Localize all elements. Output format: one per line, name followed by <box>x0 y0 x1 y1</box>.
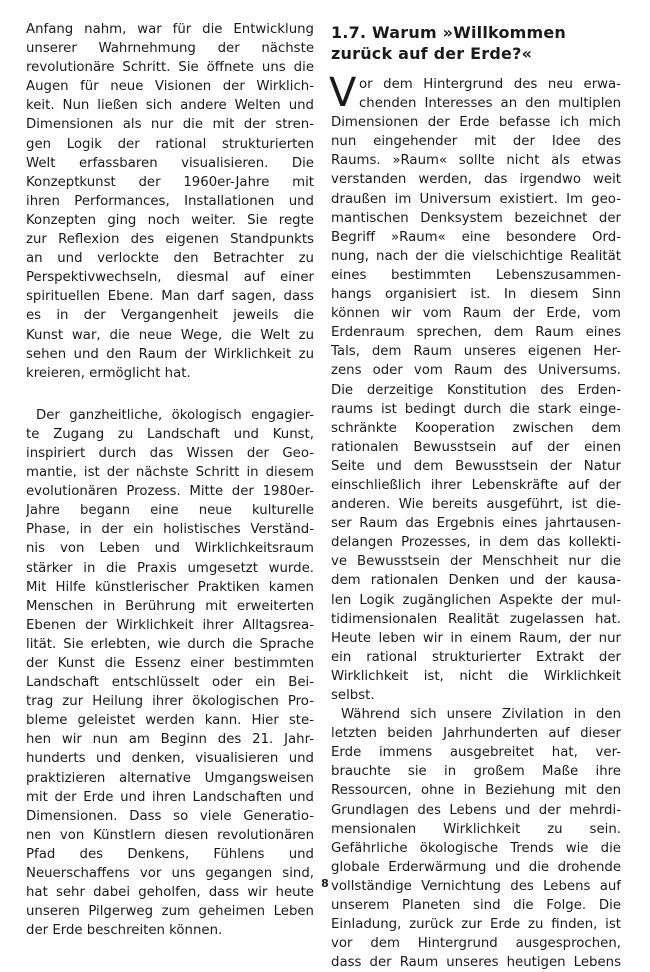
text-line: der Erde beschreiten können. <box>26 923 223 939</box>
right-column <box>331 20 621 972</box>
text-line: ein rational strukturierter Extrakt der <box>331 649 621 665</box>
text-line: stärker in die Praxis umgesetzt wurde. <box>26 560 314 576</box>
text-line: Konzepten ging noch weiter. Sie regte <box>26 212 314 228</box>
text-line: unserem Planeten sind die Folge. Die <box>331 898 621 914</box>
text-line: zens oder vom Raum des Universums. <box>331 363 621 379</box>
text-line: Raums. »Raum« sollte nicht als etwas <box>331 153 621 169</box>
text-line: vor dem Hintergrund ausgesprochen, <box>331 936 621 952</box>
text-line: revolutionäre Schritt. Sie öffnete uns die <box>26 60 314 76</box>
text-line: unserer Wahrnehmung der nächste <box>26 41 314 57</box>
text-line: Grundlagen des Lebens und der mehrdi- <box>331 802 621 818</box>
section-heading <box>331 22 621 64</box>
text-line: Die derzeitige Konstitution des Erden- <box>331 382 621 398</box>
text-line: praktizieren alternative Umgangsweisen <box>26 770 314 786</box>
text-line: kreieren, ermöglicht hat. <box>26 365 191 381</box>
text-line: raums ist bedingt durch die stark einge- <box>331 401 621 417</box>
text-line: dem rationalen Denken und der kausa- <box>331 573 621 589</box>
text-line: ser Raum das Ergebnis eines jahrtausen- <box>331 516 621 532</box>
page-number: 8 <box>321 877 329 890</box>
text-line: len Logik zugänglichen Aspekte der mul- <box>331 592 621 608</box>
text-line: Landschaft entschlüsselt oder ein Bei- <box>26 675 314 691</box>
text-line: Während sich unsere Zivilation in den <box>341 707 621 723</box>
text-line: Begriff »Raum« eine besondere Ord- <box>331 229 621 245</box>
text-line: evolutionären Prozess. Mitte der 1980er- <box>26 484 314 500</box>
text-line: es in der Vergangenheit jeweils die <box>26 308 314 324</box>
text-line: Konzeptkunst der 1960er-Jahre mit <box>26 174 314 190</box>
text-line: mantischen Denksystem bezeichnet der <box>331 210 621 226</box>
text-line: hat sehr dabei geholfen, dass wir heute <box>26 885 314 901</box>
left-column <box>26 20 314 940</box>
text-line: zur Reflexion des eigenen Standpunkts <box>26 232 314 248</box>
text-line: ve Bewusstsein der Menschheit nur die <box>331 554 621 570</box>
text-line: globale Erderwärmung und die drohende <box>331 859 621 875</box>
text-line: ihren Performances, Installationen und <box>26 193 314 209</box>
paragraph-left-2 <box>26 406 314 941</box>
text-line: brauchte sie in großem Maße ihre <box>331 764 621 780</box>
text-line: Phase, in der ein holistisches Verständ- <box>26 522 314 538</box>
text-line: te Zugang zu Landschaft und Kunst, <box>26 426 314 442</box>
text-line: sehen und den Raum der Wirklichkeit zu <box>26 346 314 362</box>
text-line: Jahre begann eine neue kulturelle <box>26 503 314 519</box>
text-line: mit der Erde und ihren Landschaften und <box>26 789 314 805</box>
text-line: unseren Pilgerweg zum geheimen Leben <box>26 904 314 920</box>
text-line: nen von Künstlern diesen revolutionären <box>26 827 314 843</box>
text-line: eines bestimmten Lebenszusammen- <box>331 267 621 283</box>
text-line: dass der Raum unseres heutigen Lebens <box>331 955 621 971</box>
text-line: Wirklichkeit ist, nicht die Wirklichkeit <box>331 668 621 684</box>
text-line: können wir vom Raum der Erde, vom <box>331 306 621 322</box>
text-line: bleme geleistet werden kann. Hier ste- <box>26 713 314 729</box>
text-line: Heute leben wir in einem Raum, der nur <box>331 630 621 646</box>
text-line: Mit Hilfe künstlerischer Praktiken kamen <box>26 579 314 595</box>
text-line: spirituellen Ebene. Man darf sagen, dass <box>26 289 314 305</box>
paragraph-spacer <box>26 383 314 406</box>
text-line: letzten beiden Jahrhunderten auf dieser <box>331 726 621 742</box>
text-line: mensionalen Wirklichkeit zu sein. <box>331 821 621 837</box>
text-line: anderen. Wie bereits ausgeführt, ist die- <box>331 497 621 513</box>
text-line: Pfad des Denkens, Fühlens und <box>26 846 314 862</box>
text-line: or dem Hintergrund des neu erwa- <box>359 77 621 92</box>
text-line: hunderts und denken, visualisieren und <box>26 751 314 767</box>
text-line: Ebenen der Wirklichkeit ihrer Alltagsrea- <box>26 617 314 633</box>
text-line: Welt erfassbaren visualisieren. Die <box>26 155 314 171</box>
text-line: Erde immens ausgebreitet hat, ver- <box>331 745 621 761</box>
paragraph-right-1 <box>331 113 621 705</box>
text-line: Dimensionen. Dass so viele Generatio- <box>26 808 314 824</box>
text-line: chenden Interesses an den multiplen <box>359 96 621 112</box>
text-line: Kunst war, die neue Wege, die Welt zu <box>26 327 314 343</box>
drop-cap-letter: V <box>329 70 357 116</box>
text-line: selbst. <box>331 688 375 703</box>
text-line: nun eingehender mit der Idee des <box>331 134 621 150</box>
section-heading-line-1: 1.7. Warum »Willkommen <box>331 23 567 42</box>
text-line: tidimensionalen Realität zugelassen hat. <box>331 611 621 627</box>
paragraph-left-1 <box>26 20 314 383</box>
text-line: rationalen Bewusstsein auf der einen <box>331 439 621 455</box>
text-line: Augen für neue Visionen der Wirklich- <box>26 79 314 95</box>
section-heading-line-2: zurück auf der Erde?« <box>331 44 533 63</box>
text-line: Tals, dem Raum unseres eigenen Her- <box>331 344 621 360</box>
text-line: vollständige Vernichtung des Lebens auf <box>331 878 621 894</box>
text-line: lität. Sie erlebten, wie durch die Sprache <box>26 636 314 652</box>
text-line: nis von Leben und Wirklichkeitsraum <box>26 541 314 557</box>
text-line: Gefährliche ökologische Trends wie die <box>331 840 621 856</box>
text-line: mantie, ist der nächste Schritt in diesem <box>26 465 314 481</box>
text-line: Neuerschaffens vor uns gegangen sind, <box>26 866 314 882</box>
text-line: hangs organisiert ist. In diesem Sinn <box>331 287 621 303</box>
text-line: Ressourcen, ohne in Beziehung mit den <box>331 783 621 799</box>
text-line: nung, nach der die vielschichtige Realität <box>331 248 621 264</box>
text-line: inspiriert durch das Wissen der Geo- <box>26 445 314 461</box>
text-line: trag zur Heilung ihrer ökologischen Pro- <box>26 694 314 710</box>
text-line: Erdenraum sprechen, dem Raum eines <box>331 325 621 341</box>
paragraph-right-2 <box>331 705 621 972</box>
text-line: Perspektivwechseln, diesmal auf einer <box>26 270 314 286</box>
text-line: verstanden werden, das irgendwo weit <box>331 172 621 188</box>
text-line: Seite und dem Bewusstsein der Natur <box>331 458 621 474</box>
dropcap-lines <box>331 75 621 113</box>
text-line: delangen Prozesses, in dem das kollekti- <box>331 535 621 551</box>
text-line: der Kunst die Essenz einer bestimmten <box>26 656 314 671</box>
text-line: gen Logik der rational strukturierten <box>26 136 314 152</box>
text-line: draußen im Universum existiert. Im geo- <box>331 191 621 207</box>
text-line: Dimensionen als nur die mit der stren- <box>26 117 314 133</box>
text-line: Dimensionen der Erde befasse ich mich <box>331 115 621 131</box>
text-line: an und verlockte den Betrachter zu <box>26 251 314 267</box>
dropcap-block <box>329 70 621 116</box>
text-line: Einladung, zurück zur Erde zu finden, ist <box>331 917 621 933</box>
text-line: keit. Nun ließen sich andere Welten und <box>26 98 314 114</box>
text-line: Anfang nahm, war für die Entwicklung <box>26 22 314 37</box>
text-line: Menschen in Berührung mit erweiterten <box>26 598 314 614</box>
text-line: hen wir nun am Beginn des 21. Jahr- <box>26 732 314 748</box>
text-line: einschließlich ihrer Lebenskräfte auf der <box>331 477 621 493</box>
text-line: schränkte Kooperation zwischen dem <box>331 420 621 436</box>
text-line: Der ganzheitliche, ökologisch engagier- <box>36 407 314 423</box>
